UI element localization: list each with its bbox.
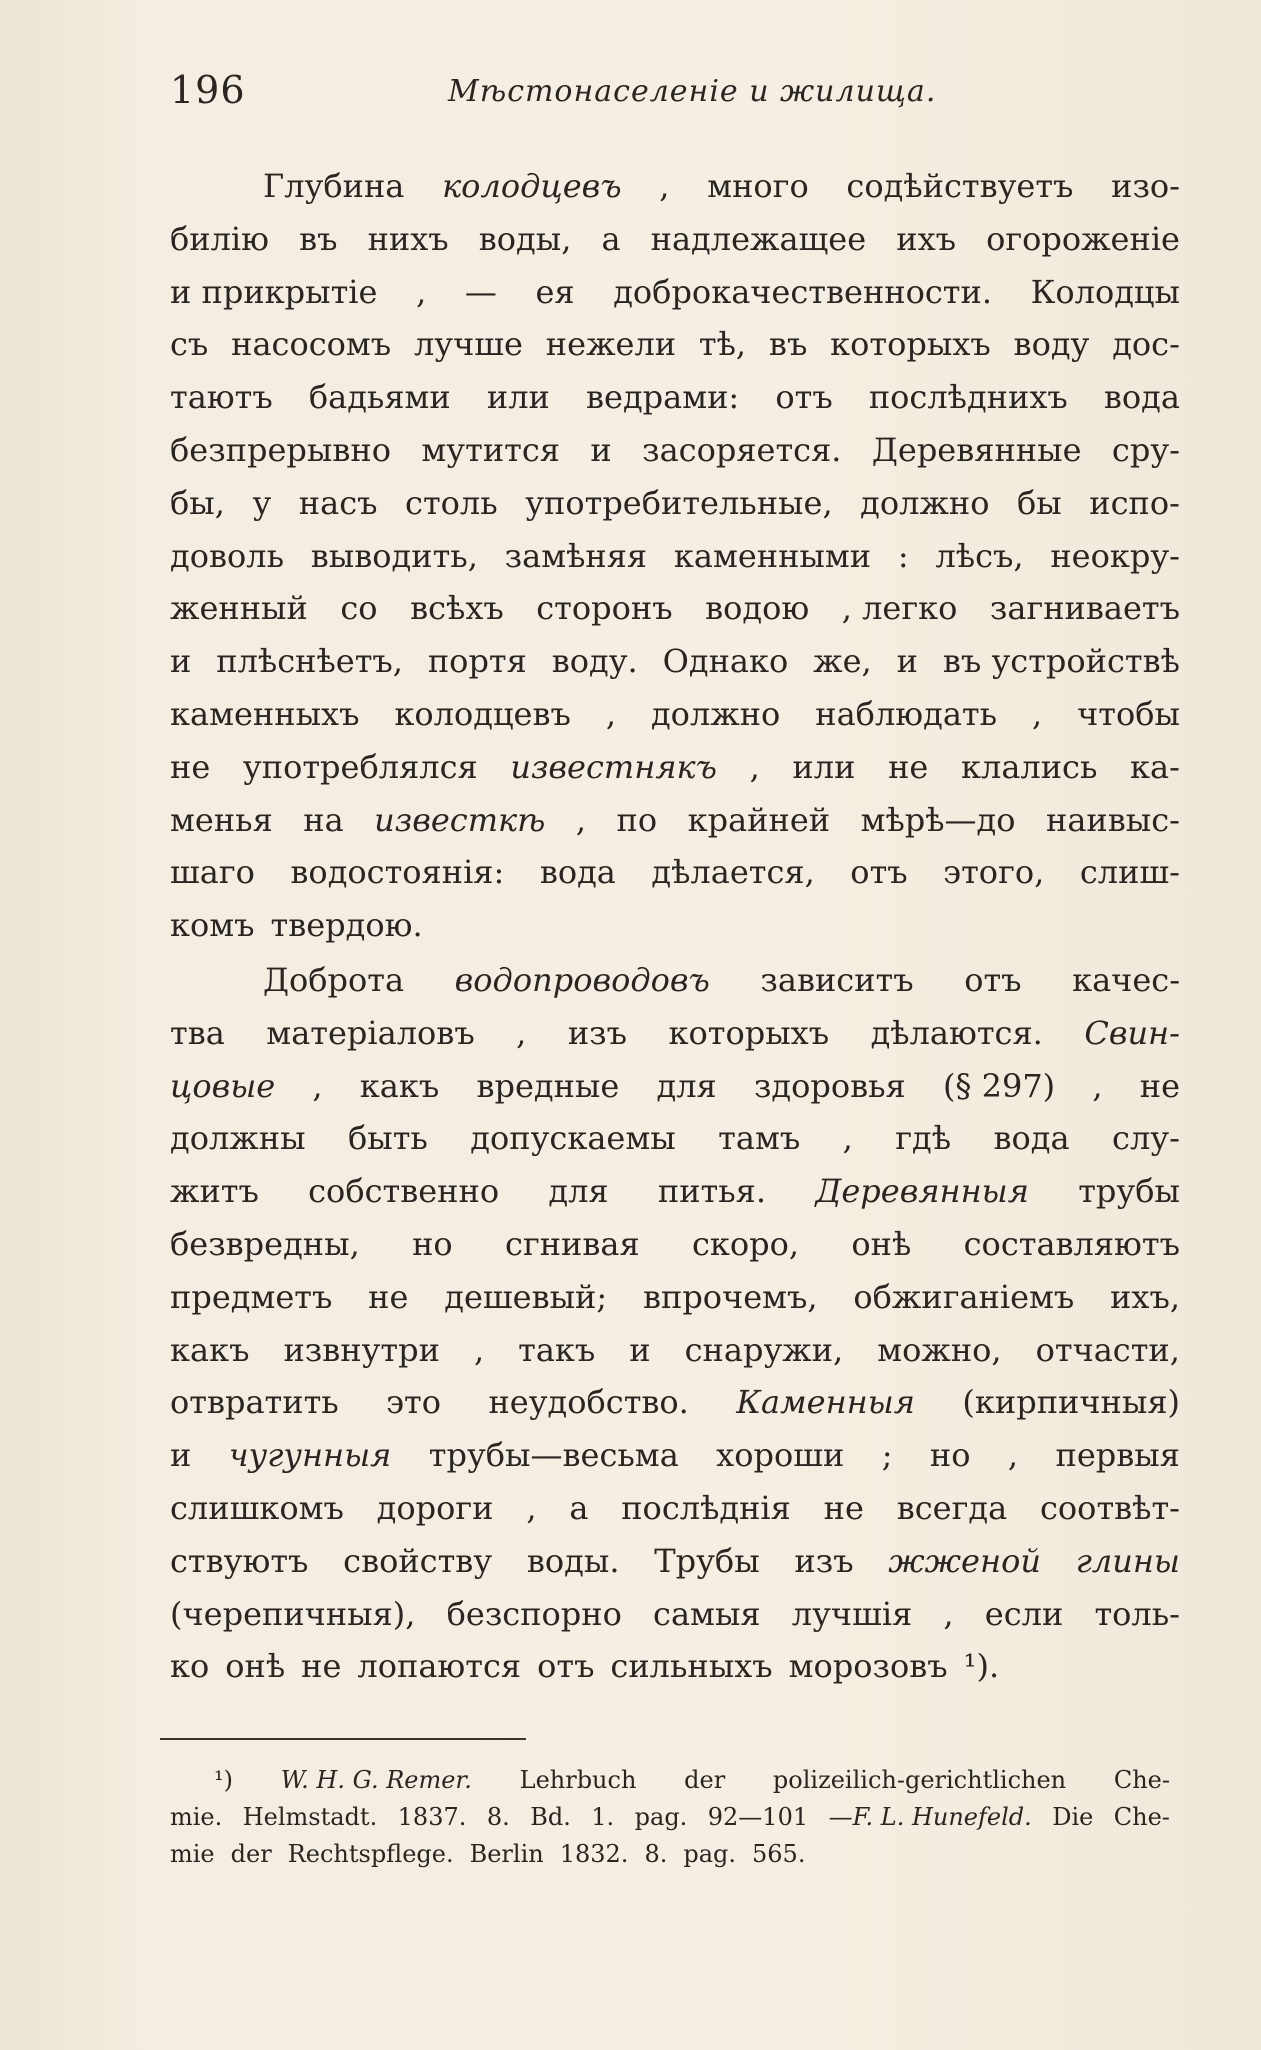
word: водою: [705, 589, 810, 628]
word: —: [464, 272, 497, 311]
word: морозовъ: [788, 1647, 948, 1686]
word: дѣлается,: [651, 853, 815, 892]
word: хороши: [716, 1436, 845, 1475]
text-line: [170, 1007, 1180, 1060]
footnote-word: Berlin: [469, 1840, 544, 1868]
word: воды,: [478, 219, 572, 258]
word: извнутри: [283, 1330, 440, 1369]
word: лучше: [413, 325, 523, 364]
word: отъ: [964, 960, 1022, 999]
footnote-word: 8.: [644, 1840, 668, 1868]
text-line: [170, 1324, 1180, 1377]
word: которыхъ: [668, 1013, 830, 1052]
word: и: [590, 430, 612, 469]
text-line: [170, 1482, 1180, 1535]
word: здоровья: [753, 1066, 906, 1105]
text-line: [170, 1060, 1180, 1113]
word: снаружи,: [684, 1330, 844, 1369]
word: послѣднихъ: [868, 378, 1068, 417]
paragraph: [170, 160, 1180, 952]
word: плѣснѣетъ,: [216, 642, 403, 681]
italic-word: глины: [1075, 1541, 1180, 1580]
footnote-word: mie.: [170, 1803, 223, 1831]
word: какъ: [170, 1330, 250, 1369]
word: чтобы: [1077, 694, 1180, 733]
word: въ устройствѣ: [942, 642, 1180, 681]
word: менья: [170, 800, 273, 839]
word: Деревянные: [871, 430, 1082, 469]
footnote-line: [170, 1836, 1170, 1873]
word: всегда: [896, 1488, 1008, 1527]
word: питья.: [657, 1172, 767, 1211]
word: съ: [170, 325, 209, 364]
footnote-word: 1.: [591, 1803, 615, 1831]
word: дос-: [1112, 325, 1180, 364]
text-line: [170, 688, 1180, 741]
word: у: [252, 483, 272, 522]
word: и: [629, 1330, 651, 1369]
word: не: [368, 1277, 409, 1316]
page-number: 196: [170, 68, 246, 112]
word: не: [170, 747, 211, 786]
italic-word: известкѣ: [374, 800, 546, 839]
italic-word: Свин-: [1084, 1013, 1180, 1052]
footnote-author: W. H. G. Remer.: [280, 1766, 472, 1794]
footnote-word: Che-: [1113, 1803, 1170, 1831]
word: , легко: [841, 589, 958, 628]
word: отъ: [537, 1647, 595, 1686]
word: клались: [960, 747, 1098, 786]
word: женный: [170, 589, 308, 628]
word: Колодцы: [1030, 272, 1180, 311]
italic-word: водопроводовъ: [454, 960, 710, 999]
word: испо-: [1089, 483, 1180, 522]
word: со: [340, 589, 378, 628]
word: дешевый;: [444, 1277, 608, 1316]
word: отчасти,: [1035, 1330, 1180, 1369]
italic-word: чугунныя: [228, 1436, 392, 1475]
word: для: [548, 1172, 609, 1211]
text-line: [170, 635, 1180, 688]
word: предметъ: [170, 1277, 333, 1316]
word: не: [301, 1647, 342, 1686]
footnote-word: 92—101: [707, 1803, 809, 1831]
word: онѣ: [851, 1224, 912, 1263]
footnote-word: mie: [170, 1840, 215, 1868]
word: или: [792, 747, 856, 786]
word: изъ: [567, 1013, 627, 1052]
word: можно,: [877, 1330, 1002, 1369]
word: дороги: [376, 1488, 494, 1527]
word: Доброта: [263, 960, 405, 999]
word: зависитъ: [760, 960, 914, 999]
word: должны: [170, 1119, 306, 1158]
word: мутится: [421, 430, 560, 469]
text-line: [170, 266, 1180, 319]
word: ,: [526, 1488, 537, 1527]
text-line: [170, 794, 1180, 847]
text-line: [170, 1271, 1180, 1324]
word: въ: [768, 325, 808, 364]
footnote: [170, 1762, 1170, 1873]
word: въ: [299, 219, 338, 258]
word: трубы: [1078, 1172, 1180, 1211]
word: засоряется.: [642, 430, 842, 469]
word: Однако: [662, 642, 789, 681]
footnote-word: Bd.: [530, 1803, 571, 1831]
word: ¹).: [963, 1647, 1000, 1686]
word: каменныхъ: [170, 694, 360, 733]
word: и: [896, 642, 918, 681]
word: всѣхъ: [410, 589, 504, 628]
word: и: [170, 642, 192, 681]
word: содѣйствуетъ: [846, 167, 1074, 205]
word: должно: [860, 483, 990, 522]
word: свойству: [343, 1541, 493, 1580]
word: тамъ: [718, 1119, 801, 1158]
word: матеріаловъ: [266, 1013, 475, 1052]
word: должно: [650, 694, 781, 733]
word: ствуютъ: [170, 1541, 309, 1580]
word: и прикрытіе: [170, 272, 378, 311]
word: соотвѣт-: [1039, 1488, 1180, 1527]
word: первыя: [1055, 1436, 1180, 1475]
word: нихъ: [367, 219, 449, 258]
word: и: [170, 1436, 192, 1475]
footnote-word: Helmstadt.: [242, 1803, 378, 1831]
text-line: [170, 530, 1180, 583]
word: трубы—весьма: [428, 1436, 679, 1475]
word: ,: [312, 1066, 323, 1105]
word: ,: [516, 1013, 527, 1052]
text-line: [170, 213, 1180, 266]
word: вода: [539, 853, 616, 892]
word: наблюдать: [815, 694, 998, 733]
text-line: [170, 1165, 1180, 1218]
word: безпрерывно: [170, 430, 391, 469]
word: которыхъ: [830, 325, 991, 364]
italic-word: колодцевъ: [442, 167, 622, 205]
word: бы,: [170, 483, 225, 522]
footnote-word: Lehrbuch: [519, 1766, 637, 1794]
body-text: [170, 160, 1180, 1693]
word: ихъ,: [1110, 1277, 1180, 1316]
word: сгнивая: [505, 1224, 640, 1263]
text-line: [170, 1376, 1180, 1429]
word: этого,: [943, 853, 1045, 892]
word: загниваетъ: [989, 589, 1180, 628]
word: такъ: [518, 1330, 596, 1369]
word: допускаемы: [470, 1119, 676, 1158]
word: Глубина: [263, 167, 405, 205]
word: ея: [535, 272, 575, 311]
word: выводить,: [310, 536, 478, 575]
word: отъ: [850, 853, 908, 892]
word: вредные: [476, 1066, 620, 1105]
word: ка-: [1130, 747, 1180, 786]
word: столь: [405, 483, 498, 522]
italic-word: известнякъ: [510, 747, 717, 786]
word: крайней: [687, 800, 831, 839]
word: замѣняя: [504, 536, 648, 575]
text-line: [170, 424, 1180, 477]
word: доброкачественности.: [613, 272, 992, 311]
word: быть: [347, 1119, 428, 1158]
footnote-word: Rechtspflege.: [287, 1840, 454, 1868]
word: Трубы: [654, 1541, 760, 1580]
footnote-word: 1837.: [397, 1803, 467, 1831]
word: или: [486, 378, 550, 417]
text-line: [170, 899, 1180, 952]
word: надлежащее: [650, 219, 867, 258]
word: онѣ: [225, 1647, 286, 1686]
text-line: [170, 318, 1180, 371]
word: изъ: [794, 1541, 854, 1580]
footnote-word: pag.: [634, 1803, 688, 1831]
footnote-word: der: [230, 1840, 272, 1868]
word: бы: [1017, 483, 1062, 522]
word: лопаются: [357, 1647, 522, 1686]
italic-word: жженой: [888, 1541, 1041, 1580]
word: ,: [659, 167, 670, 205]
word: не: [888, 747, 929, 786]
word: слу-: [1112, 1119, 1180, 1158]
word: много: [707, 167, 809, 205]
footnote-word: 8.: [486, 1803, 510, 1831]
italic-word: цовые: [170, 1066, 276, 1105]
word: употребительные,: [525, 483, 833, 522]
word: воду: [1013, 325, 1090, 364]
word: вода: [993, 1119, 1070, 1158]
word: ,: [416, 272, 427, 311]
word: билію: [170, 219, 270, 258]
word: ,: [575, 800, 587, 839]
word: наивыс-: [1045, 800, 1180, 839]
footnote-rule: [160, 1738, 526, 1740]
word: но: [412, 1224, 453, 1263]
word: (черепичныя),: [170, 1594, 416, 1633]
word: не: [1139, 1066, 1180, 1105]
word: колодцевъ: [394, 694, 571, 733]
word: ,: [842, 1119, 853, 1158]
footnote-word: pag.: [683, 1840, 737, 1868]
word: на: [303, 800, 344, 839]
running-head: Мѣстонаселеніе и жилища.: [448, 74, 937, 109]
word: портя: [427, 642, 527, 681]
word: толь-: [1094, 1594, 1180, 1633]
word: же,: [813, 642, 872, 681]
word: собственно: [308, 1172, 500, 1211]
text-line: [170, 846, 1180, 899]
word: слиш-: [1079, 853, 1180, 892]
word: ,: [943, 1594, 954, 1633]
word: сру-: [1111, 430, 1180, 469]
word: но: [929, 1436, 971, 1475]
text-line: [170, 1429, 1180, 1482]
footnote-word: Che-: [1113, 1766, 1170, 1794]
footnote-line: [170, 1799, 1170, 1836]
word: насосомъ: [231, 325, 392, 364]
word: впрочемъ,: [642, 1277, 818, 1316]
text-line: [170, 1640, 1180, 1693]
word: отъ: [775, 378, 833, 417]
word: воду.: [551, 642, 638, 681]
word: ведрами:: [585, 378, 740, 417]
word: ко: [170, 1647, 210, 1686]
text-line: [170, 1535, 1180, 1588]
word: житъ: [170, 1172, 259, 1211]
word: тѣ,: [698, 325, 747, 364]
word: водостоянія:: [290, 853, 505, 892]
word: твердою.: [270, 906, 423, 945]
word: для: [656, 1066, 717, 1105]
word: слишкомъ: [170, 1488, 344, 1527]
word: бадьями: [308, 378, 451, 417]
word: (кирпичныя): [962, 1383, 1180, 1422]
word: лѣсъ,: [935, 536, 1024, 575]
word: а: [569, 1488, 589, 1527]
word: безспорно: [446, 1594, 622, 1633]
word: вода: [1103, 378, 1180, 417]
text-line: [170, 954, 1180, 1007]
italic-word: Каменныя: [736, 1383, 915, 1422]
word: самыя: [653, 1594, 761, 1633]
footnote-word: 565.: [752, 1840, 806, 1868]
word: доволь: [170, 536, 284, 575]
word: составляютъ: [963, 1224, 1180, 1263]
text-line: [170, 741, 1180, 794]
word: какъ: [359, 1066, 440, 1105]
word: дѣлаются.: [870, 1013, 1043, 1052]
footnote-word: ¹): [214, 1766, 233, 1794]
word: качес-: [1072, 960, 1180, 999]
word: изо-: [1111, 167, 1180, 205]
word: ,: [1032, 694, 1043, 733]
word: гдѣ: [895, 1119, 952, 1158]
word: послѣднія: [621, 1488, 791, 1527]
word: таютъ: [170, 378, 273, 417]
text-line: [170, 1218, 1180, 1271]
word: мѣрѣ—до: [860, 800, 1016, 839]
word: безвредны,: [170, 1224, 360, 1263]
word: сторонъ: [536, 589, 673, 628]
text-line: [170, 477, 1180, 530]
word: не: [823, 1488, 864, 1527]
word: тва: [170, 1013, 225, 1052]
word: ,: [1007, 1436, 1019, 1475]
paragraph: [170, 954, 1180, 1693]
word: ,: [1092, 1066, 1103, 1105]
text-line: [170, 371, 1180, 424]
word: воды.: [526, 1541, 620, 1580]
footnote-line: [170, 1762, 1170, 1799]
page-header: [170, 62, 1180, 122]
italic-word: Деревянныя: [815, 1172, 1029, 1211]
text-line: [170, 1588, 1180, 1641]
word: комъ: [170, 906, 255, 945]
footnote-author: —F. L. Hunefeld.: [828, 1803, 1032, 1831]
word: (§ 297): [942, 1066, 1056, 1105]
footnote-word: polizeilich-gerichtlichen: [772, 1766, 1067, 1794]
word: нежели: [545, 325, 677, 364]
word: отвратить: [170, 1383, 339, 1422]
word: это: [386, 1383, 442, 1422]
word: скоро,: [691, 1224, 800, 1263]
word: насъ: [298, 483, 378, 522]
word: каменными: [673, 536, 872, 575]
word: лучшія: [791, 1594, 913, 1633]
word: :: [897, 536, 909, 575]
word: огороженіе: [986, 219, 1180, 258]
word: по: [616, 800, 658, 839]
word: неокру-: [1050, 536, 1180, 575]
word: ихъ: [896, 219, 956, 258]
word: а: [601, 219, 621, 258]
word: ,: [473, 1330, 485, 1369]
word: употреблялся: [242, 747, 478, 786]
word: сильныхъ: [610, 1647, 773, 1686]
word: ,: [605, 694, 616, 733]
text-line: [170, 582, 1180, 635]
word: ;: [881, 1436, 893, 1475]
word: обжиганіемъ: [853, 1277, 1075, 1316]
footnote-word: Die: [1052, 1803, 1094, 1831]
word: ,: [749, 747, 760, 786]
text-line: [170, 160, 1180, 213]
footnote-word: 1832.: [559, 1840, 629, 1868]
word: неудобство.: [488, 1383, 689, 1422]
word: если: [984, 1594, 1064, 1633]
word: шаго: [170, 853, 255, 892]
text-line: [170, 1112, 1180, 1165]
footnote-word: der: [684, 1766, 726, 1794]
